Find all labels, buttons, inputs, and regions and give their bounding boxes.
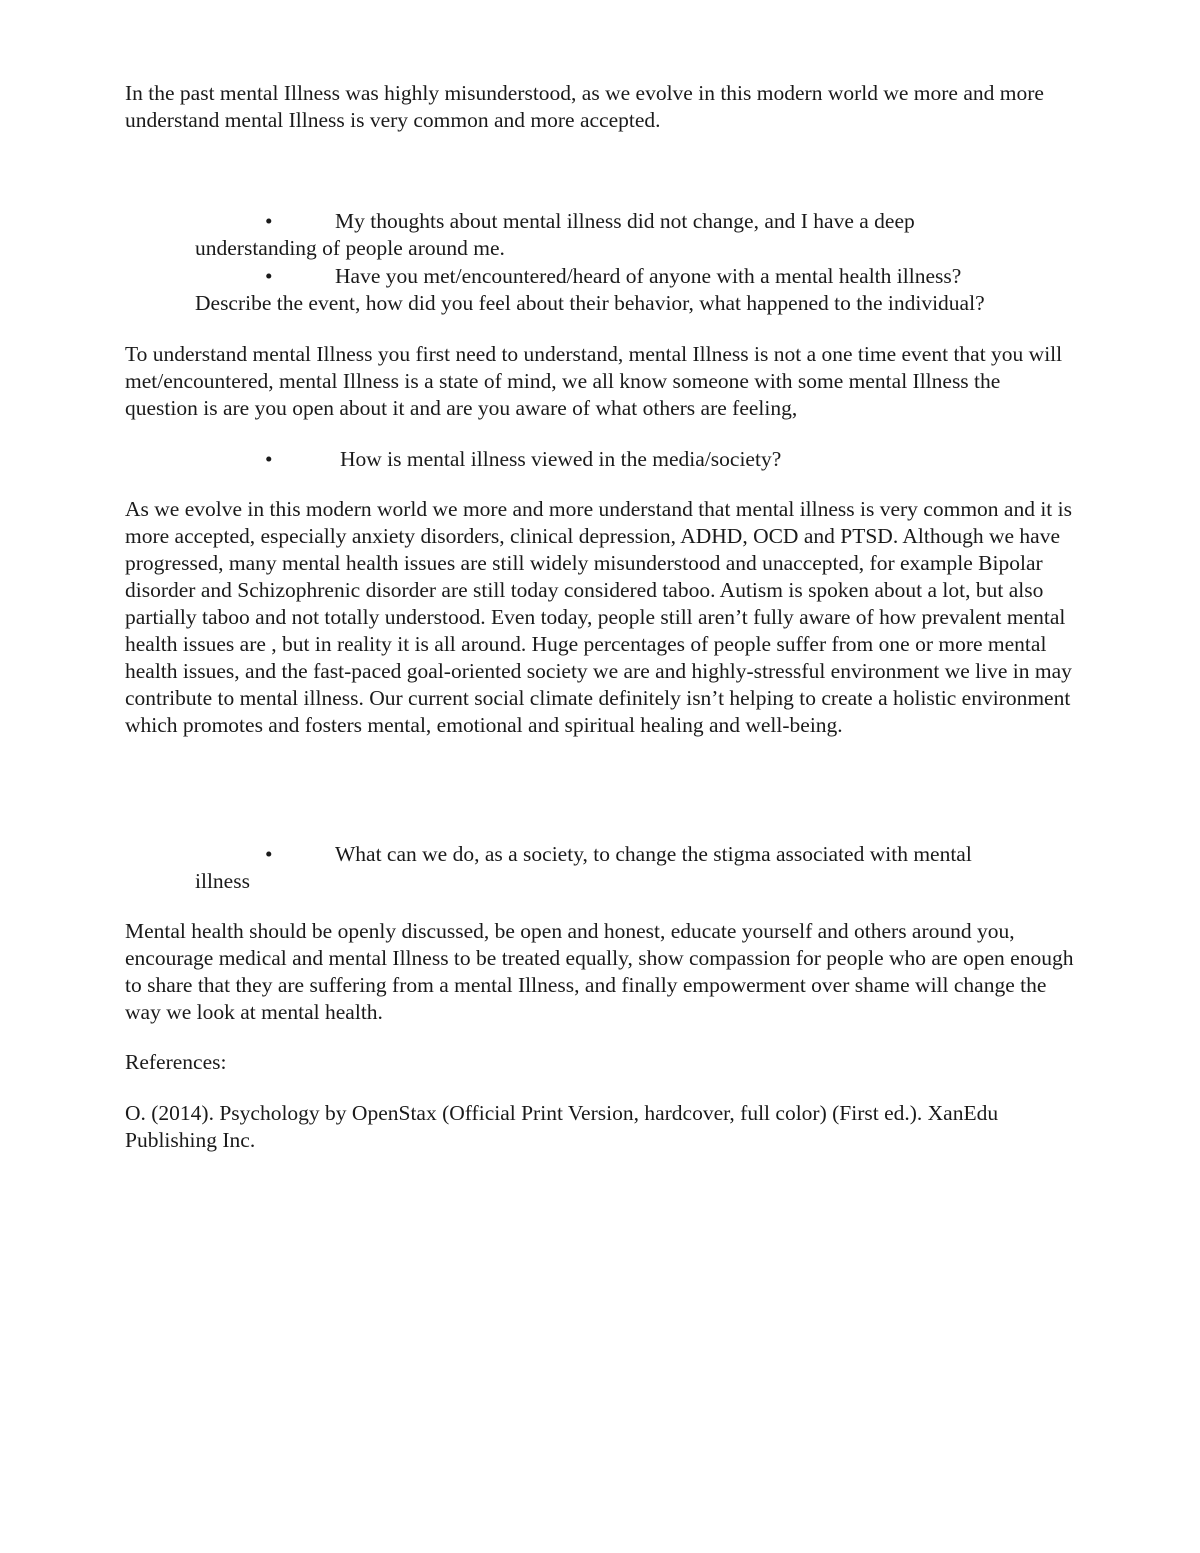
references-heading: References: — [125, 1050, 227, 1074]
bullet-continuation: Describe the event, how did you feel about their behavior, what happened to the individual? — [195, 291, 985, 315]
bullet-text: How is mental illness viewed in the media/society? — [340, 447, 782, 471]
bullet-item-encountered — [195, 263, 1075, 317]
bullet-text: Have you met/encountered/heard of anyone with a mental health illness? — [335, 264, 962, 288]
bullet-marker: • — [265, 447, 273, 471]
intro-paragraph: In the past mental Illness was highly misunderstood, as we evolve in this modern world we more and more understand mental Illness is very common and more accepted. — [125, 81, 1044, 132]
bullet-continuation: illness — [195, 869, 250, 893]
bullet-marker: • — [265, 209, 273, 233]
discussion-paragraph: Mental health should be openly discussed, be open and honest, educate yourself and others around you, encourage medical and mental Illness to be treated equally, show compassion for people who are open enough to share that they are suffering from a mental Illness, and finally empowerment over shame will change the way we look at mental health. — [125, 919, 1074, 1024]
bullet-marker: • — [265, 264, 273, 288]
bullet-item-thoughts — [195, 208, 1075, 262]
evolve-paragraph: As we evolve in this modern world we more and more understand that mental illness is very common and it is more accepted, especially anxiety disorders, clinical depression, ADHD, OCD and PTSD. Although we have progressed, many mental health issues are still widely misunderstood and unaccepted, for example Bipolar disorder and Schizophrenic disorder are still today considered taboo. Autism is spoken about a lot, but also partially taboo and not totally understood. Even today, people still aren’t fully aware of how prevalent mental health issues are , but in reality it is all around. Huge percentages of people suffer from one or more mental health issues, and the fast-paced goal-oriented society we are and highly-stressful environment we live in may contribute to mental illness. Our current social climate definitely isn’t helping to create a holistic environment which promotes and fosters mental, emotional and spiritual healing and well-being. — [125, 497, 1072, 737]
bullet-item-media — [195, 446, 1075, 473]
bullet-text: What can we do, as a society, to change the stigma associated with mental — [335, 842, 972, 866]
bullet-text: My thoughts about mental illness did not change, and I have a deep — [335, 209, 915, 233]
bullet-marker: • — [265, 842, 273, 866]
reference-entry: O. (2014). Psychology by OpenStax (Official Print Version, hardcover, full color) (First ed.). XanEdu Publishing Inc. — [125, 1101, 999, 1152]
bullet-continuation: understanding of people around me. — [195, 236, 505, 260]
bullet-item-stigma — [195, 841, 1075, 895]
understanding-paragraph: To understand mental Illness you first need to understand, mental Illness is not a one time event that you will met/encountered, mental Illness is a state of mind, we all know someone with some mental Illness the question is are you open about it and are you aware of what others are feeling, — [125, 342, 1063, 420]
